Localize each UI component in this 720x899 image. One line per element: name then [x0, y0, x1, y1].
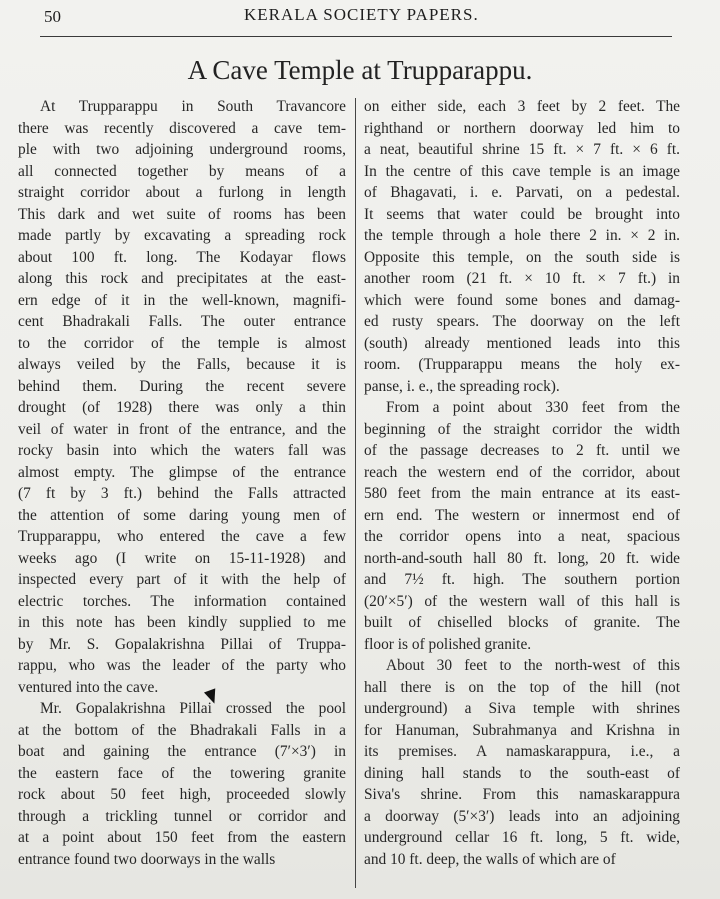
text-line: veil of water in front of the entrance, and the	[18, 420, 346, 438]
page-header	[44, 5, 684, 29]
text-line: all connected together by means of a	[18, 162, 346, 180]
text-line: straight corridor about a furlong in length	[18, 184, 346, 201]
text-line: and 7½ ft. high. The southern portion	[364, 571, 680, 588]
text-line: which were found some bones and damag-	[364, 291, 680, 309]
text-line: through a trickling tunnel or corridor and	[18, 807, 346, 825]
header-rule	[40, 36, 672, 37]
text-line: at the bottom of the Bhadrakali Falls in a	[18, 721, 346, 739]
text-line: a doorway (5′×3′) leads into an adjoining	[364, 807, 680, 825]
text-line: rappu, who was the leader of the party who	[18, 657, 346, 674]
text-line: north-and-south hall 80 ft. long, 20 ft. wide	[364, 549, 680, 567]
text-line: at a point about 150 feet from the eastern	[18, 829, 346, 846]
text-line: beginning of the straight corridor the width	[364, 420, 680, 438]
text-line: along this rock and precipitates at the east-	[18, 270, 346, 287]
text-line: to the corridor of the temple is almost	[18, 334, 346, 352]
text-line: ed rusty spears. The doorway on the left	[364, 313, 680, 330]
text-line: It seems that water could be brought into	[364, 205, 680, 223]
text-line: made partly by excavating a spreading rock	[18, 227, 346, 244]
text-line: in this note has been kindly supplied to me	[18, 614, 346, 631]
left-column	[18, 96, 346, 870]
text-line: (south) already mentioned leads into this	[364, 334, 680, 352]
text-line: almost empty. The glimpse of the entrance	[18, 463, 346, 481]
text-line: Opposite this temple, on the south side is	[364, 248, 680, 266]
text-line: About 30 feet to the north-west of this	[386, 657, 680, 674]
text-line: At Trupparappu in South Travancore	[40, 98, 346, 115]
text-line: ventured into the cave.	[18, 678, 159, 696]
text-line: drought (of 1928) there was only a thin	[18, 399, 346, 416]
text-line: room. (Trupparappu means the holy ex-	[364, 356, 680, 373]
text-line: From a point about 330 feet from the	[386, 399, 680, 416]
text-line: reach the western end of the corridor, about	[364, 463, 680, 481]
column-divider	[355, 98, 356, 888]
text-line: weeks ago (I write on 15-11-1928) and	[18, 549, 346, 567]
text-line: underground) a Siva temple with shrines	[364, 700, 680, 717]
article-title: A Cave Temple at Trupparappu.	[187, 55, 533, 85]
text-line: behind them. During the recent severe	[18, 377, 346, 395]
text-line: there was recently discovered a cave tem-	[18, 119, 346, 137]
text-line: always veiled by the Falls, because it is	[18, 356, 346, 373]
text-line: righthand or northern doorway led him to	[364, 119, 680, 137]
text-line: ple with two adjoining underground rooms,	[18, 141, 346, 158]
text-line: ern end. The western or innermost end of	[364, 506, 680, 524]
text-line: about 100 ft. long. The Kodayar flows	[18, 248, 346, 266]
running-title: KERALA SOCIETY PAPERS.	[244, 5, 479, 24]
text-line: of Bhagavati, i. e. Parvati, on a pedestal.	[364, 184, 680, 201]
text-line: on either side, each 3 feet by 2 feet. The	[364, 98, 680, 115]
text-line: Mr. Gopalakrishna Pillai crossed the pool	[40, 700, 346, 717]
text-line: entrance found two doorways in the walls	[18, 850, 276, 868]
text-line: (20′×5′) of the western wall of this hall is	[364, 592, 680, 610]
text-line: 580 feet from the main entrance at its east-	[364, 485, 680, 502]
text-line: the eastern face of the towering granite	[18, 764, 346, 782]
right-column	[364, 96, 680, 870]
text-line: cent Bhadrakali Falls. The outer entrance	[18, 313, 346, 330]
text-line: In the centre of this cave temple is an image	[364, 162, 680, 180]
text-line: Siva's shrine. From this namaskarappura	[364, 786, 680, 803]
text-line: and 10 ft. deep, the walls of which are of	[364, 850, 616, 868]
text-line: floor is of polished granite.	[364, 635, 532, 653]
text-line: the attention of some daring young men of	[18, 506, 346, 524]
text-line: dining hall stands to the south-east of	[364, 764, 680, 782]
text-line: for Hanuman, Subrahmanya and Krishna in	[364, 721, 680, 739]
text-line: the corridor opens into a neat, spacious	[364, 528, 680, 545]
text-line: by Mr. S. Gopalakrishna Pillai of Truppa-	[18, 635, 346, 653]
text-line: ern edge of it in the well-known, magnifi-	[18, 291, 346, 309]
text-line: its premises. A namaskarappura, i.e., a	[364, 743, 680, 760]
text-line: boat and gaining the entrance (7′×3′) in	[18, 743, 346, 760]
page-number: 50	[44, 7, 61, 26]
text-line: underground cellar 16 ft. long, 5 ft. wide,	[364, 829, 680, 846]
text-line: hall there is on the top of the hill (not	[364, 678, 680, 696]
text-line: another room (21 ft. × 10 ft. × 7 ft.) in	[364, 270, 680, 287]
text-line: This dark and wet suite of rooms has been	[18, 205, 346, 223]
text-line: panse, i. e., the spreading rock).	[364, 377, 560, 395]
text-line: inspected every part of it with the help of	[18, 571, 346, 588]
text-line: the temple through a hole there 2 in. × 2 in.	[364, 227, 680, 244]
text-line: (7 ft by 3 ft.) behind the Falls attracted	[18, 485, 346, 502]
text-line: a neat, beautiful shrine 15 ft. × 7 ft. × 6 ft.	[364, 141, 680, 158]
text-line: of the passage decreases to 2 ft. until we	[364, 442, 680, 459]
text-line: rock about 50 feet high, proceeded slowly	[18, 786, 346, 803]
text-line: built of chiselled blocks of granite. The	[364, 614, 680, 631]
text-line: rocky basin into which the waters fall was	[18, 442, 346, 459]
text-line: electric torches. The information contained	[18, 592, 346, 610]
text-line: Trupparappu, who entered the cave a few	[18, 528, 346, 545]
